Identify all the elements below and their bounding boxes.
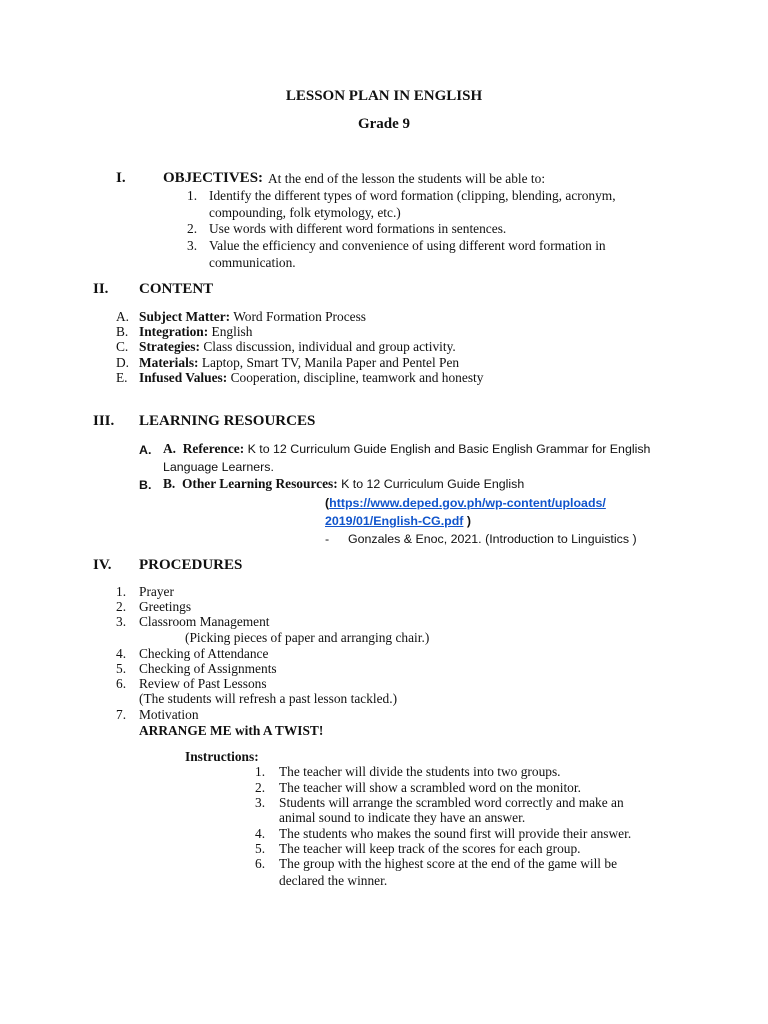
objective-text: compounding, folk etymology, etc.): [209, 205, 401, 220]
objective-text: Identify the different types of word formation (clipping, blending, acronym,: [209, 188, 616, 203]
content-item: [139, 339, 456, 355]
content-label: Infused Values:: [139, 370, 228, 385]
resource-reference: [163, 441, 650, 457]
resource-text: Language Learners.: [163, 460, 274, 474]
section-4-heading: PROCEDURES: [139, 557, 243, 573]
procedure-number: 3.: [116, 614, 127, 629]
objective-number: 2.: [187, 221, 198, 236]
instruction-text: The teacher will keep track of the scores for each group.: [279, 841, 581, 856]
content-item: [139, 370, 483, 386]
section-1-heading: OBJECTIVES:: [163, 170, 264, 186]
content-item: [139, 309, 366, 325]
section-2-heading: CONTENT: [139, 281, 214, 297]
procedure-note: (The students will refresh a past lesson tackled.): [139, 691, 398, 706]
procedure-note: (Picking pieces of paper and arranging chair.): [185, 630, 430, 645]
content-label: Subject Matter:: [139, 309, 231, 324]
section-2-number: II.: [93, 281, 109, 297]
resource-label: Reference:: [182, 441, 245, 456]
reference-dash: -: [325, 532, 330, 546]
procedure-number: 2.: [116, 599, 127, 614]
reference-gonzales: Gonzales & Enoc, 2021. (Introduction to Linguistics ): [348, 532, 637, 546]
link-close-paren: ): [463, 514, 471, 528]
procedure-number: 5.: [116, 661, 127, 676]
content-item: [139, 324, 252, 340]
activity-title: ARRANGE ME with A TWIST!: [139, 723, 324, 738]
resource-text: K to 12 Curriculum Guide English: [341, 477, 525, 491]
content-letter: B.: [116, 324, 129, 339]
instruction-text: The teacher will divide the students into two groups.: [279, 764, 561, 779]
procedure-item: Checking of Attendance: [139, 646, 269, 661]
content-letter: D.: [116, 355, 130, 370]
resource-link-line-2: [325, 513, 471, 529]
instruction-text: The students who makes the sound first will provide their answer.: [279, 826, 632, 841]
content-label: Materials:: [139, 355, 199, 370]
procedure-item: Greetings: [139, 599, 192, 614]
instruction-number: 2.: [255, 780, 266, 795]
grade-label: Grade 9: [357, 116, 411, 132]
instruction-text: declared the winner.: [279, 873, 388, 888]
instruction-number: 6.: [255, 856, 266, 871]
objectives-intro: At the end of the lesson the students will be able to:: [268, 171, 546, 186]
procedure-number: 7.: [116, 707, 127, 722]
resource-sub-letter: A.: [163, 441, 177, 456]
instruction-number: 3.: [255, 795, 266, 810]
content-value: Cooperation, discipline, teamwork and honesty: [230, 370, 484, 385]
instruction-number: 5.: [255, 841, 266, 856]
deped-link-continued[interactable]: 2019/01/English-CG.pdf: [325, 514, 464, 528]
content-value: English: [211, 324, 253, 339]
resource-text: K to 12 Curriculum Guide English and Basic English Grammar for English: [247, 442, 651, 456]
objective-text: Use words with different word formations in sentences.: [209, 221, 507, 236]
resource-link-line: [325, 495, 606, 511]
objective-text: communication.: [209, 255, 296, 270]
link-open-paren: (: [325, 496, 330, 510]
document-title: LESSON PLAN IN ENGLISH: [285, 88, 483, 104]
instruction-text: animal sound to indicate they have an answer.: [279, 810, 526, 825]
deped-link[interactable]: https://www.deped.gov.ph/wp-content/uploads/: [329, 496, 606, 510]
section-4-number: IV.: [93, 557, 112, 573]
instruction-text: The teacher will show a scrambled word on the monitor.: [279, 780, 581, 795]
content-label: Integration:: [139, 324, 209, 339]
content-value: Word Formation Process: [233, 309, 367, 324]
resource-letter: B.: [139, 478, 152, 492]
resource-sub-letter: B.: [163, 476, 176, 491]
resource-other: [163, 476, 524, 492]
instruction-text: The group with the highest score at the end of the game will be: [279, 856, 618, 871]
content-letter: C.: [116, 339, 129, 354]
content-value: Laptop, Smart TV, Manila Paper and Pentel Pen: [201, 355, 460, 370]
instructions-label: Instructions:: [185, 749, 259, 764]
procedure-number: 4.: [116, 646, 127, 661]
section-1-number: I.: [116, 170, 126, 186]
section-3-number: III.: [93, 413, 115, 429]
procedure-number: 6.: [116, 676, 127, 691]
procedure-item: Prayer: [139, 584, 174, 599]
procedure-number: 1.: [116, 584, 127, 599]
procedure-item: Motivation: [139, 707, 199, 722]
instruction-text: Students will arrange the scrambled word correctly and make an: [279, 795, 624, 810]
procedure-item: Review of Past Lessons: [139, 676, 267, 691]
section-3-heading: LEARNING RESOURCES: [139, 413, 316, 429]
objective-number: 1.: [187, 188, 198, 203]
objective-text: Value the efficiency and convenience of using different word formation in: [209, 238, 606, 253]
instruction-number: 4.: [255, 826, 266, 841]
resource-label: Other Learning Resources:: [181, 476, 338, 491]
procedure-item: Checking of Assignments: [139, 661, 277, 676]
content-letter: A.: [116, 309, 130, 324]
procedure-item: Classroom Management: [139, 614, 270, 629]
resource-letter: A.: [139, 443, 152, 457]
instruction-number: 1.: [255, 764, 266, 779]
content-item: [139, 355, 459, 371]
content-value: Class discussion, individual and group activity.: [203, 339, 456, 354]
objective-number: 3.: [187, 238, 198, 253]
content-label: Strategies:: [139, 339, 200, 354]
content-letter: E.: [116, 370, 128, 385]
